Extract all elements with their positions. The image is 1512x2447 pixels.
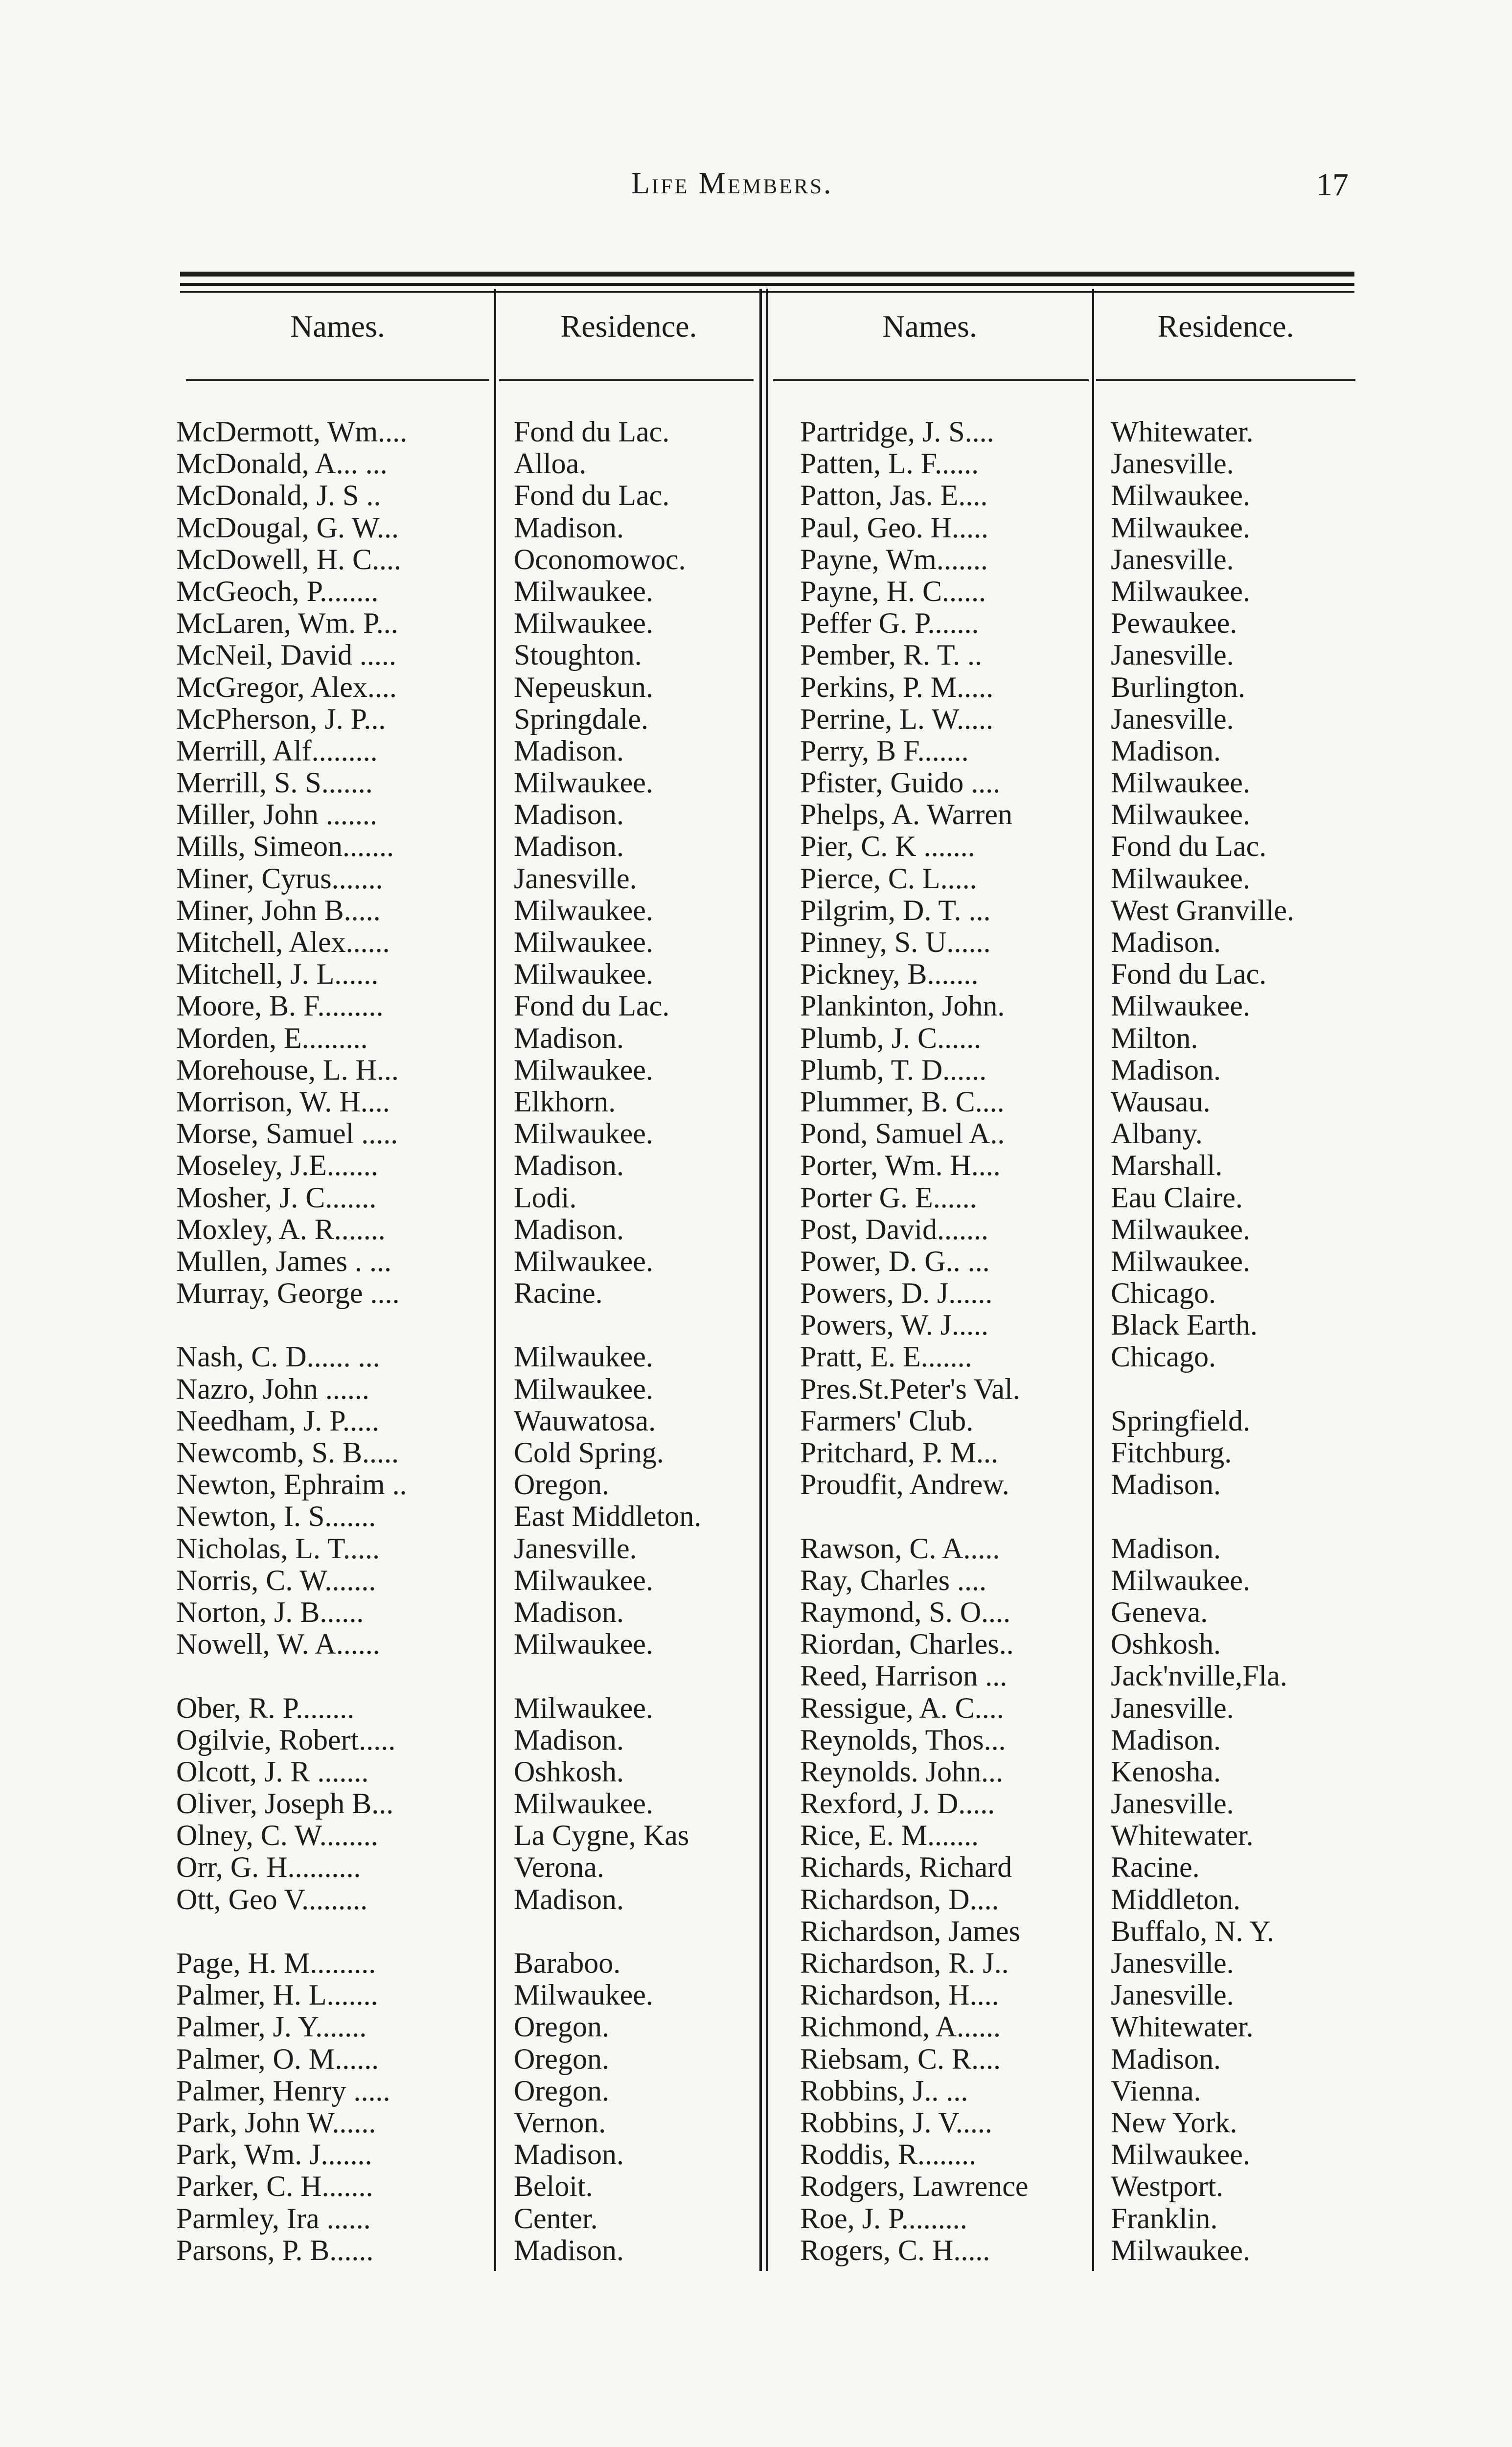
member-residence: Milwaukee.	[514, 1054, 653, 1086]
member-residence: Stoughton.	[514, 639, 642, 671]
member-name	[176, 1309, 489, 1341]
member-name: Payne, Wm.......	[800, 543, 988, 576]
member-name: Morrison, W. H....	[176, 1085, 390, 1118]
member-residence: Cold Spring.	[514, 1437, 664, 1469]
member-name: Riebsam, C. R....	[800, 2043, 1001, 2075]
member-name: Nicholas, L. T.....	[176, 1532, 380, 1565]
member-residence: Milwaukee.	[1111, 862, 1250, 895]
member-residence: Madison.	[1111, 1054, 1221, 1086]
member-name: Pres.St.Peter's Val.	[800, 1373, 1020, 1405]
member-residence: Fond du Lac.	[514, 480, 670, 512]
right-residence-column	[1111, 416, 1365, 2266]
member-name: Nash, C. D...... ...	[176, 1341, 380, 1373]
member-name: Mullen, James . ...	[176, 1245, 391, 1277]
member-name: Orr, G. H..........	[176, 1851, 361, 1884]
page-number: 17	[1316, 167, 1349, 203]
header-names-left: Names.	[290, 309, 385, 344]
member-name: Parker, C. H.......	[176, 2170, 373, 2203]
member-name: Plumb, T. D......	[800, 1054, 987, 1086]
member-name: Morden, E.........	[176, 1022, 368, 1054]
member-residence: Madison.	[514, 1724, 624, 1756]
member-name: Pond, Samuel A..	[800, 1118, 1005, 1150]
member-residence: Janesville.	[1111, 1979, 1234, 2011]
member-residence: Milwaukee.	[514, 1564, 653, 1596]
member-residence: Springdale.	[514, 703, 648, 735]
member-residence: Whitewater.	[1111, 1820, 1254, 1852]
member-residence: Milwaukee.	[1111, 511, 1250, 544]
member-residence: Janesville.	[1111, 703, 1234, 735]
member-residence: Buffalo, N. Y.	[1111, 1915, 1274, 1947]
member-residence: Milwaukee.	[514, 1118, 653, 1150]
member-residence	[514, 1309, 758, 1341]
member-residence: New York.	[1111, 2106, 1237, 2139]
member-residence: Oregon.	[514, 1469, 609, 1501]
member-name: Porter, Wm. H....	[800, 1150, 1001, 1182]
member-residence: Janesville.	[1111, 1788, 1234, 1820]
member-residence: Madison.	[514, 1213, 624, 1246]
member-name: McDonald, A... ...	[176, 448, 388, 480]
member-residence: Madison.	[514, 2139, 624, 2171]
member-name: Plumb, J. C......	[800, 1022, 982, 1054]
member-residence: Fitchburg.	[1111, 1437, 1232, 1469]
member-residence: Janesville.	[1111, 1947, 1234, 1979]
member-residence: Milwaukee.	[514, 1341, 653, 1373]
member-residence: Madison.	[514, 2234, 624, 2266]
member-name: Perrine, L. W.....	[800, 703, 993, 735]
member-residence: Wausau.	[1111, 1085, 1211, 1118]
member-name: Reed, Harrison ...	[800, 1660, 1008, 1692]
member-residence: Janesville.	[1111, 543, 1234, 576]
member-name: Farmers' Club.	[800, 1405, 974, 1437]
member-residence: Oshkosh.	[1111, 1628, 1221, 1661]
member-name: Robbins, J.. ...	[800, 2075, 968, 2107]
member-name: Paul, Geo. H.....	[800, 511, 988, 544]
member-residence: Geneva.	[1111, 1596, 1208, 1628]
member-name: Olney, C. W........	[176, 1820, 378, 1852]
member-residence: Albany.	[1111, 1118, 1203, 1150]
member-name: Olcott, J. R .......	[176, 1755, 369, 1788]
member-residence: Madison.	[514, 799, 624, 831]
member-name: McDougal, G. W...	[176, 511, 399, 544]
member-residence: Milwaukee.	[514, 894, 653, 926]
member-residence: Franklin.	[1111, 2202, 1218, 2235]
member-name: Merrill, S. S.......	[176, 767, 373, 799]
member-name: Oliver, Joseph B...	[176, 1788, 394, 1820]
member-residence: Milwaukee.	[514, 958, 653, 991]
page-header	[0, 166, 1512, 215]
member-name	[800, 1501, 1089, 1532]
member-name: Morse, Samuel .....	[176, 1118, 398, 1150]
top-rule	[180, 272, 1354, 277]
member-name: Morehouse, L. H...	[176, 1054, 399, 1086]
member-name: Newcomb, S. B.....	[176, 1437, 399, 1469]
member-residence: Milwaukee.	[1111, 575, 1250, 607]
member-residence: Springfield.	[1111, 1405, 1250, 1437]
member-name: Ott, Geo V.........	[176, 1883, 368, 1916]
member-residence: Madison.	[1111, 2043, 1221, 2075]
member-residence: Oregon.	[514, 2043, 609, 2075]
member-name: McLaren, Wm. P...	[176, 607, 398, 640]
member-name: Norris, C. W.......	[176, 1564, 376, 1596]
member-name: Pfister, Guido ....	[800, 767, 1001, 799]
header-rule	[773, 379, 1089, 381]
member-residence: Madison.	[514, 1596, 624, 1628]
member-name: Reynolds. John...	[800, 1755, 1004, 1788]
member-name: Park, John W......	[176, 2106, 376, 2139]
member-residence: Kenosha.	[1111, 1755, 1221, 1788]
member-residence: Milwaukee.	[514, 1979, 653, 2011]
member-name: Palmer, J. Y.......	[176, 2011, 367, 2043]
member-name: Pilgrim, D. T. ...	[800, 894, 991, 926]
member-residence: Westport.	[1111, 2170, 1224, 2203]
center-divider	[759, 289, 762, 2271]
member-residence: Janesville.	[1111, 448, 1234, 480]
member-name: Park, Wm. J.......	[176, 2139, 372, 2171]
member-residence: Milwaukee.	[1111, 767, 1250, 799]
member-residence: Middleton.	[1111, 1883, 1240, 1916]
member-name: Pickney, B.......	[800, 958, 979, 991]
member-residence: Black Earth.	[1111, 1309, 1258, 1341]
member-residence: Fond du Lac.	[1111, 958, 1267, 991]
center-divider	[766, 289, 768, 2271]
member-name: Norton, J. B......	[176, 1596, 364, 1628]
member-name: Mosher, J. C.......	[176, 1181, 377, 1214]
member-residence	[514, 1916, 758, 1947]
member-name: Rice, E. M.......	[800, 1820, 979, 1852]
member-name: McNeil, David .....	[176, 639, 396, 671]
member-name: Phelps, A. Warren	[800, 799, 1013, 831]
left-names-column	[176, 416, 489, 2266]
member-residence: Pewaukee.	[1111, 607, 1237, 640]
member-name: Ressigue, A. C....	[800, 1692, 1004, 1724]
member-name: Richardson, D....	[800, 1883, 999, 1916]
member-name: Miner, John B.....	[176, 894, 381, 926]
member-name: Richards, Richard	[800, 1851, 1012, 1884]
member-name: Robbins, J. V.....	[800, 2106, 992, 2139]
member-residence: La Cygne, Kas	[514, 1820, 689, 1852]
member-name: McDowell, H. C....	[176, 543, 401, 576]
member-name: Parmley, Ira ......	[176, 2202, 371, 2235]
member-residence: Milwaukee.	[514, 1245, 653, 1277]
member-name: Pember, R. T. ..	[800, 639, 983, 671]
member-residence: Racine.	[514, 1277, 603, 1310]
right-names-column	[800, 416, 1089, 2266]
member-name	[176, 1916, 489, 1947]
member-name: Richmond, A......	[800, 2011, 1001, 2043]
member-residence: Milwaukee.	[514, 1628, 653, 1661]
member-name: Rodgers, Lawrence	[800, 2170, 1029, 2203]
member-residence: Milwaukee.	[514, 575, 653, 607]
member-name: Moseley, J.E.......	[176, 1150, 378, 1182]
member-residence: Janesville.	[1111, 1692, 1234, 1724]
column-divider	[1092, 289, 1094, 2271]
member-residence: Oconomowoc.	[514, 543, 686, 576]
member-name: Payne, H. C......	[800, 575, 986, 607]
member-residence: Oshkosh.	[514, 1755, 624, 1788]
member-residence: West Granville.	[1111, 894, 1295, 926]
member-residence: Milwaukee.	[514, 1373, 653, 1405]
member-name: Newton, Ephraim ..	[176, 1469, 407, 1501]
member-residence: Madison.	[514, 1883, 624, 1916]
header-rule	[186, 379, 489, 381]
member-residence: Verona.	[514, 1851, 604, 1884]
member-name: Newton, I. S.......	[176, 1501, 376, 1533]
member-residence: Milwaukee.	[1111, 1564, 1250, 1596]
member-name: Richardson, H....	[800, 1979, 999, 2011]
header-names-right: Names.	[882, 309, 977, 344]
member-name: Peffer G. P.......	[800, 607, 979, 640]
member-residence: Madison.	[1111, 1532, 1221, 1565]
member-name: McGeoch, P........	[176, 575, 379, 607]
member-name: McDermott, Wm....	[176, 416, 408, 448]
member-residence: Milwaukee.	[1111, 1213, 1250, 1246]
member-residence: Janesville.	[1111, 639, 1234, 671]
member-residence: Vienna.	[1111, 2075, 1201, 2107]
member-residence: Madison.	[514, 1150, 624, 1182]
member-residence: Madison.	[514, 511, 624, 544]
member-name: Proudfit, Andrew.	[800, 1469, 1009, 1501]
member-name: Murray, George ....	[176, 1277, 400, 1310]
header-rule	[499, 379, 754, 381]
member-name: Ober, R. P........	[176, 1692, 355, 1724]
member-name: Patton, Jas. E....	[800, 480, 988, 512]
member-residence: Wauwatosa.	[514, 1405, 656, 1437]
member-name: Pier, C. K .......	[800, 831, 975, 863]
member-name: Pratt, E. E.......	[800, 1341, 972, 1373]
member-name: Powers, D. J......	[800, 1277, 993, 1310]
member-name: Mitchell, Alex......	[176, 926, 390, 958]
member-name: Patten, L. F......	[800, 448, 979, 480]
member-name: Partridge, J. S....	[800, 416, 994, 448]
member-residence: Milwaukee.	[514, 767, 653, 799]
member-residence: Fond du Lac.	[1111, 831, 1267, 863]
member-residence: Alloa.	[514, 448, 587, 480]
member-residence: Lodi.	[514, 1181, 577, 1214]
member-name: Reynolds, Thos...	[800, 1724, 1006, 1756]
member-name: Palmer, H. L.......	[176, 1979, 378, 2011]
member-residence: Milwaukee.	[514, 607, 653, 640]
member-residence: Chicago.	[1111, 1341, 1216, 1373]
member-residence	[1111, 1501, 1365, 1532]
member-name: Riordan, Charles..	[800, 1628, 1014, 1661]
member-residence: Elkhorn.	[514, 1085, 616, 1118]
member-name: Plummer, B. C....	[800, 1085, 1005, 1118]
member-residence: Center.	[514, 2202, 598, 2235]
member-name: Palmer, O. M......	[176, 2043, 379, 2075]
member-name: Richardson, James	[800, 1915, 1020, 1947]
header-rule	[1096, 379, 1355, 381]
member-residence: Milwaukee.	[1111, 480, 1250, 512]
member-residence: Janesville.	[514, 1532, 637, 1565]
member-name: Palmer, Henry .....	[176, 2075, 390, 2107]
member-name: Merrill, Alf.........	[176, 735, 378, 767]
member-residence: Eau Claire.	[1111, 1181, 1243, 1214]
member-residence: Marshall.	[1111, 1150, 1223, 1182]
member-name: Mitchell, J. L......	[176, 958, 379, 991]
member-residence: Janesville.	[514, 862, 637, 895]
member-name: McPherson, J. P...	[176, 703, 386, 735]
member-name: Parsons, P. B......	[176, 2234, 374, 2266]
member-residence: Oregon.	[514, 2011, 609, 2043]
member-residence: Milwaukee.	[514, 1692, 653, 1724]
member-name: Raymond, S. O....	[800, 1596, 1011, 1628]
member-residence: Jack'nville,Fla.	[1111, 1660, 1287, 1692]
member-name: Porter G. E......	[800, 1181, 977, 1214]
member-name: Mills, Simeon.......	[176, 831, 394, 863]
member-name: Perkins, P. M.....	[800, 671, 994, 703]
member-residence: Madison.	[1111, 1469, 1221, 1501]
member-residence: Racine.	[1111, 1851, 1200, 1884]
member-residence: Milwaukee.	[1111, 1245, 1250, 1277]
member-name: Nowell, W. A......	[176, 1628, 380, 1661]
member-residence	[514, 1660, 758, 1692]
member-residence: Baraboo.	[514, 1947, 621, 1979]
member-residence: Chicago.	[1111, 1277, 1216, 1310]
member-residence: Whitewater.	[1111, 416, 1254, 448]
member-residence: Madison.	[514, 1022, 624, 1054]
member-residence: Madison.	[1111, 1724, 1221, 1756]
member-name: Powers, W. J.....	[800, 1309, 989, 1341]
header-residence-left: Residence.	[560, 309, 697, 344]
member-name: Ogilvie, Robert.....	[176, 1724, 396, 1756]
member-name: Roddis, R........	[800, 2139, 977, 2171]
member-name: Nazro, John ......	[176, 1373, 369, 1405]
member-name	[176, 1660, 489, 1692]
member-residence: Milwaukee.	[514, 1788, 653, 1820]
member-name: Post, David.......	[800, 1213, 989, 1246]
member-residence: Madison.	[514, 831, 624, 863]
member-name: Perry, B F.......	[800, 735, 969, 767]
member-residence: Milton.	[1111, 1022, 1198, 1054]
member-residence	[1111, 1373, 1365, 1405]
member-residence: Whitewater.	[1111, 2011, 1254, 2043]
member-name: Needham, J. P.....	[176, 1405, 379, 1437]
column-divider	[494, 289, 496, 2271]
member-name: Pierce, C. L.....	[800, 862, 977, 895]
member-residence: Beloit.	[514, 2170, 593, 2203]
member-residence: Milwaukee.	[1111, 799, 1250, 831]
page-title: Life Members.	[631, 167, 833, 200]
member-residence: Fond du Lac.	[514, 990, 670, 1022]
left-residence-column	[514, 416, 758, 2266]
member-residence: Milwaukee.	[1111, 990, 1250, 1022]
member-residence: Madison.	[1111, 926, 1221, 958]
member-name: Pinney, S. U......	[800, 926, 991, 958]
member-residence: Oregon.	[514, 2075, 609, 2107]
member-name: McDonald, J. S ..	[176, 480, 381, 512]
member-name: Richardson, R. J..	[800, 1947, 1009, 1979]
member-residence: Milwaukee.	[514, 926, 653, 958]
member-name: Roe, J. P.........	[800, 2202, 967, 2235]
member-name: Moxley, A. R.......	[176, 1213, 386, 1246]
member-name: Plankinton, John.	[800, 990, 1005, 1022]
member-name: Pritchard, P. M...	[800, 1437, 998, 1469]
member-name: Page, H. M.........	[176, 1947, 376, 1979]
member-name: McGregor, Alex....	[176, 671, 397, 703]
member-residence: Burlington.	[1111, 671, 1246, 703]
member-name: Moore, B. F.........	[176, 990, 384, 1022]
member-residence: Madison.	[1111, 735, 1221, 767]
member-name: Power, D. G.. ...	[800, 1245, 990, 1277]
top-rule	[180, 283, 1354, 286]
member-name: Miner, Cyrus.......	[176, 862, 383, 895]
member-residence: Nepeuskun.	[514, 671, 653, 703]
member-name: Ray, Charles ....	[800, 1564, 987, 1596]
member-name: Rawson, C. A.....	[800, 1532, 1000, 1565]
member-name: Miller, John .......	[176, 799, 377, 831]
member-residence: Fond du Lac.	[514, 416, 670, 448]
member-residence: Vernon.	[514, 2106, 606, 2139]
header-residence-right: Residence.	[1157, 309, 1294, 344]
member-residence: Madison.	[514, 735, 624, 767]
member-name: Rogers, C. H.....	[800, 2234, 990, 2266]
member-residence: Milwaukee.	[1111, 2139, 1250, 2171]
member-residence: East Middleton.	[514, 1501, 702, 1533]
member-name: Rexford, J. D.....	[800, 1788, 995, 1820]
member-residence: Milwaukee.	[1111, 2234, 1250, 2266]
